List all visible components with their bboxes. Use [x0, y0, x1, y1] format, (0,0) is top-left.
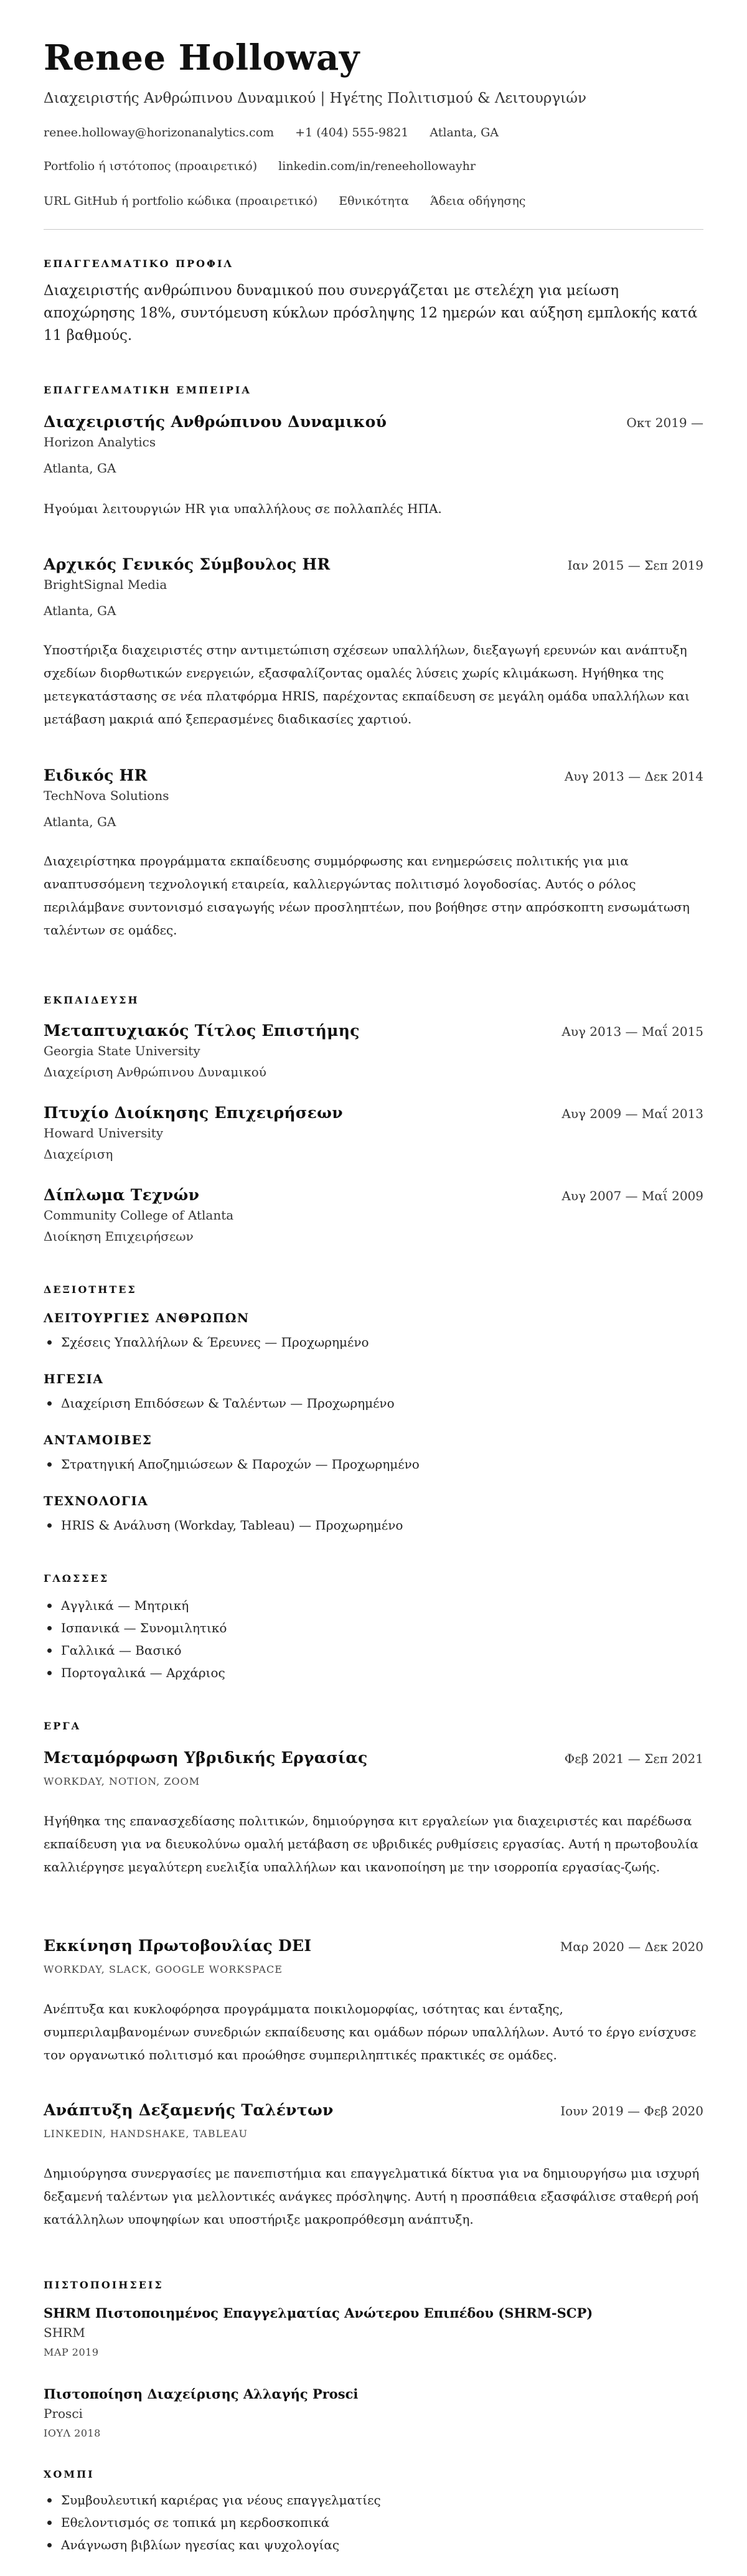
github-link[interactable]: URL GitHub ή portfolio κώδικα (προαιρετικό)	[44, 194, 318, 208]
skill-group-title: ΤΕΧΝΟΛΟΓΙΑ	[44, 1493, 149, 1508]
languages-section	[44, 1572, 703, 1684]
job-description: Υποστήριξα διαχειριστές στην αντιμετώπιση σχέσεων υπαλλήλων, διεξαγωγή ερευνών και ανάπτυξη σχεδίων διορθωτικών ενεργειών, εξασφαλίζοντας ομαλές λύσεις χωρίς κλιμάκωση. Ηγήθηκα της μετεγκατάστασης σε νέα πλατφόρμα HRIS, παρέχοντας εκπαίδευση σε μεγάλη ομάδα υπαλλήλων και μετάβαση μακριά από ξεπερασμένες διαδικασίες χαρτιού.	[44, 642, 690, 726]
section-title: ΔΕΞΙΟΤΗΤΕΣ	[44, 1284, 137, 1295]
degree-dates: Αυγ 2007 — Μαΐ 2009	[561, 1188, 703, 1203]
project-entry	[44, 2100, 703, 2231]
entry-header	[44, 1185, 703, 1206]
nationality: Εθνικότητα	[339, 194, 410, 208]
school-name: Howard University	[44, 1126, 164, 1140]
contact-row	[44, 125, 703, 141]
language-item: Πορτογαλικά — Αρχάριος	[61, 1662, 703, 1684]
section-title: ΠΙΣΤΟΠΟΙΗΣΕΙΣ	[44, 2279, 164, 2291]
skill-group-title: ΑΝΤΑΜΟΙΒΕΣ	[44, 1432, 153, 1447]
language-item: Αγγλικά — Μητρική	[61, 1594, 703, 1617]
project-dates: Μαρ 2020 — Δεκ 2020	[560, 1939, 703, 1954]
education-entry	[44, 1103, 703, 1162]
email-link[interactable]: renee.holloway@horizonanalytics.com	[44, 126, 275, 139]
certification-issuer: Prosci	[44, 2406, 83, 2421]
company-name: BrightSignal Media	[44, 577, 167, 592]
education-entry	[44, 1021, 703, 1080]
degree-title: Δίπλωμα Τεχνών	[44, 1186, 200, 1204]
education-entry	[44, 1185, 703, 1244]
profile-section	[44, 257, 703, 347]
projects-section	[44, 1719, 703, 1733]
section-title: ΕΡΓΑ	[44, 1720, 81, 1732]
project-entry	[44, 1936, 703, 2067]
certification-entry	[44, 2305, 703, 2359]
job-title: Ειδικός HR	[44, 766, 148, 784]
certification-date: ΙΟΥΛ 2018	[44, 2427, 101, 2439]
certification-name: SHRM Πιστοποιημένος Επαγγελματίας Ανώτερου Επιπέδου (SHRM-SCP)	[44, 2305, 593, 2321]
header-divider	[44, 229, 703, 230]
job-dates: Οκτ 2019 —	[626, 415, 703, 430]
job-title: Αρχικός Γενικός Σύμβουλος HR	[44, 555, 331, 573]
degree-dates: Αυγ 2013 — Μαΐ 2015	[561, 1024, 703, 1039]
entry-header	[44, 1936, 703, 1957]
certification-name: Πιστοποίηση Διαχείρισης Αλλαγής Prosci	[44, 2386, 359, 2402]
linkedin-link[interactable]: linkedin.com/in/reneehollowayhr	[278, 159, 476, 173]
driving-license: Άδεια οδήγησης	[430, 194, 526, 208]
experience-entry	[44, 555, 703, 731]
hobby-list	[44, 2489, 703, 2556]
contact-row	[44, 193, 703, 209]
project-name: Ανάπτυξη Δεξαμενής Ταλέντων	[44, 2101, 334, 2119]
experience-section	[44, 383, 703, 397]
entry-header	[44, 1103, 703, 1124]
skill-group	[44, 1432, 703, 1475]
skill-list	[44, 1514, 703, 1536]
education-section	[44, 994, 703, 1007]
skill-group	[44, 1310, 703, 1353]
entry-header	[44, 2100, 703, 2121]
degree-title: Μεταπτυχιακός Τίτλος Επιστήμης	[44, 1022, 360, 1040]
section-title: ΕΚΠΑΙΔΕΥΣΗ	[44, 994, 139, 1006]
skill-list	[44, 1392, 703, 1414]
project-tech: WORKDAY, NOTION, ZOOM	[44, 1775, 200, 1787]
job-dates: Ιαν 2015 — Σεπ 2019	[567, 558, 703, 573]
language-item: Ισπανικά — Συνομιλητικό	[61, 1617, 703, 1639]
project-description: Ηγήθηκα της επανασχεδίασης πολιτικών, δημιούργησα κιτ εργαλείων για διαχειριστές και παρέδωσα εκπαίδευση για να διευκολύνω ομαλή μετάβαση σε υβριδικές ρυθμίσεις εργασίας. Αυτή η πρωτοβουλία καλλιέργησε μεγαλύτερη ευελιξία υπαλλήλων και ικανοποίηση με την ισορροπία εργασίας-ζωής.	[44, 1813, 698, 1874]
job-dates: Αυγ 2013 — Δεκ 2014	[564, 769, 703, 784]
section-title: ΓΛΩΣΣΕΣ	[44, 1572, 110, 1584]
project-tech: LINKEDIN, HANDSHAKE, TABLEAU	[44, 2128, 248, 2140]
job-location: Atlanta, GA	[44, 603, 116, 618]
skill-item: Διαχείριση Επιδόσεων & Ταλέντων — Προχωρημένο	[61, 1392, 703, 1414]
project-description: Ανέπτυξα και κυκλοφόρησα προγράμματα ποικιλομορφίας, ισότητας και ένταξης, συμπεριλαμβανομένων συνεδριών εκπαίδευσης και ομάδων πόρων υπαλλήλων. Αυτό το έργο ενίσχυσε τον οργανωτικό πολιτισμό και προώθησε συμπεριληπτικές πρακτικές σε ομάδες.	[44, 2001, 697, 2062]
language-item: Γαλλικά — Βασικό	[61, 1639, 703, 1662]
hobbies-section	[44, 2468, 703, 2556]
section-title: ΧΟΜΠΙ	[44, 2468, 95, 2480]
location: Atlanta, GA	[430, 126, 499, 139]
school-name: Georgia State University	[44, 1043, 200, 1058]
language-list	[44, 1594, 703, 1684]
headline: Διαχειριστής Ανθρώπινου Δυναμικού | Ηγέτης Πολιτισμού & Λειτουργιών	[44, 90, 586, 106]
project-name: Μεταμόρφωση Υβριδικής Εργασίας	[44, 1749, 368, 1767]
job-description: Διαχειρίστηκα προγράμματα εκπαίδευσης συμμόρφωσης και ενημερώσεις πολιτικής για μια αναπτυσσόμενη τεχνολογική εταιρεία, καλλιεργώντας πολιτισμό λογοδοσίας. Αυτός ο ρόλος περιλάμβανε συντονισμό εισαγωγής νέων προσληπτέων, που βοήθησε στην απρόσκοπτη ενσωμάτωση ταλέντων σε ομάδες.	[44, 853, 690, 938]
skill-list	[44, 1453, 703, 1475]
entry-header	[44, 766, 703, 786]
company-name: Horizon Analytics	[44, 435, 156, 449]
candidate-name: Renee Holloway	[44, 37, 360, 78]
certification-entry	[44, 2386, 703, 2440]
skill-item: Στρατηγική Αποζημιώσεων & Παροχών — Προχωρημένο	[61, 1453, 703, 1475]
entry-header	[44, 1748, 703, 1769]
hobby-item: Συμβουλευτική καριέρας για νέους επαγγελματίες	[61, 2489, 703, 2511]
certification-date: ΜΑΡ 2019	[44, 2346, 99, 2358]
project-dates: Φεβ 2021 — Σεπ 2021	[564, 1751, 703, 1766]
certification-issuer: SHRM	[44, 2325, 85, 2340]
experience-entry	[44, 766, 703, 942]
job-title: Διαχειριστής Ανθρώπινου Δυναμικού	[44, 413, 387, 431]
job-location: Atlanta, GA	[44, 461, 116, 476]
project-description: Δημιούργησα συνεργασίες με πανεπιστήμια και επαγγελματικά δίκτυα για να δημιουργήσω μια ισχυρή δεξαμενή ταλέντων για μελλοντικές ανάγκες πρόσληψης. Αυτή η προσπάθεια εξασφάλισε σταθερή ροή κατάλληλων υποψηφίων και υποστήριξε μακροπρόθεσμη ανάπτυξη.	[44, 2166, 700, 2227]
skill-group	[44, 1493, 703, 1536]
section-title: ΕΠΑΓΓΕΛΜΑΤΙΚΗ ΕΜΠΕΙΡΙΑ	[44, 384, 251, 396]
contact-row	[44, 158, 703, 174]
entry-header	[44, 412, 703, 433]
field-of-study: Διαχείριση	[44, 1147, 113, 1162]
degree-dates: Αυγ 2009 — Μαΐ 2013	[561, 1106, 703, 1121]
hobby-item: Εθελοντισμός σε τοπικά μη κερδοσκοπικά	[61, 2511, 703, 2534]
project-dates: Ιουν 2019 — Φεβ 2020	[560, 2104, 703, 2118]
experience-entry	[44, 412, 703, 520]
field-of-study: Διοίκηση Επιχειρήσεων	[44, 1229, 194, 1244]
section-title: ΕΠΑΓΓΕΛΜΑΤΙΚΟ ΠΡΟΦΙΛ	[44, 258, 233, 270]
project-name: Εκκίνηση Πρωτοβουλίας DEI	[44, 1937, 312, 1955]
entry-header	[44, 1021, 703, 1041]
company-name: TechNova Solutions	[44, 788, 169, 803]
degree-title: Πτυχίο Διοίκησης Επιχειρήσεων	[44, 1104, 343, 1122]
skill-group-title: ΛΕΙΤΟΥΡΓΙΕΣ ΑΝΘΡΩΠΩΝ	[44, 1310, 250, 1325]
profile-summary: Διαχειριστής ανθρώπινου δυναμικού που συνεργάζεται με στελέχη για μείωση αποχώρησης 18%, συντόμευση κύκλων πρόσληψης 12 ημερών και αύξηση εμπλοκής κατά 11 βαθμούς.	[44, 283, 698, 344]
portfolio-link[interactable]: Portfolio ή ιστότοπος (προαιρετικό)	[44, 159, 258, 173]
skill-group-title: ΗΓΕΣΙΑ	[44, 1371, 104, 1386]
project-entry	[44, 1748, 703, 1879]
skill-group	[44, 1371, 703, 1414]
skills-section	[44, 1283, 703, 1297]
job-location: Atlanta, GA	[44, 814, 116, 829]
hobby-item: Ανάγνωση βιβλίων ηγεσίας και ψυχολογίας	[61, 2534, 703, 2556]
skill-item: Σχέσεις Υπαλλήλων & Έρευνες — Προχωρημένο	[61, 1331, 703, 1353]
job-description: Ηγούμαι λειτουργιών HR για υπαλλήλους σε πολλαπλές ΗΠΑ.	[44, 501, 442, 516]
certifications-section	[44, 2278, 703, 2292]
skill-item: HRIS & Ανάλυση (Workday, Tableau) — Προχωρημένο	[61, 1514, 703, 1536]
project-tech: WORKDAY, SLACK, GOOGLE WORKSPACE	[44, 1963, 283, 1975]
school-name: Community College of Atlanta	[44, 1208, 234, 1223]
phone-number: +1 (404) 555-9821	[295, 126, 409, 139]
field-of-study: Διαχείριση Ανθρώπινου Δυναμικού	[44, 1065, 266, 1079]
entry-header	[44, 555, 703, 575]
skill-list	[44, 1331, 703, 1353]
